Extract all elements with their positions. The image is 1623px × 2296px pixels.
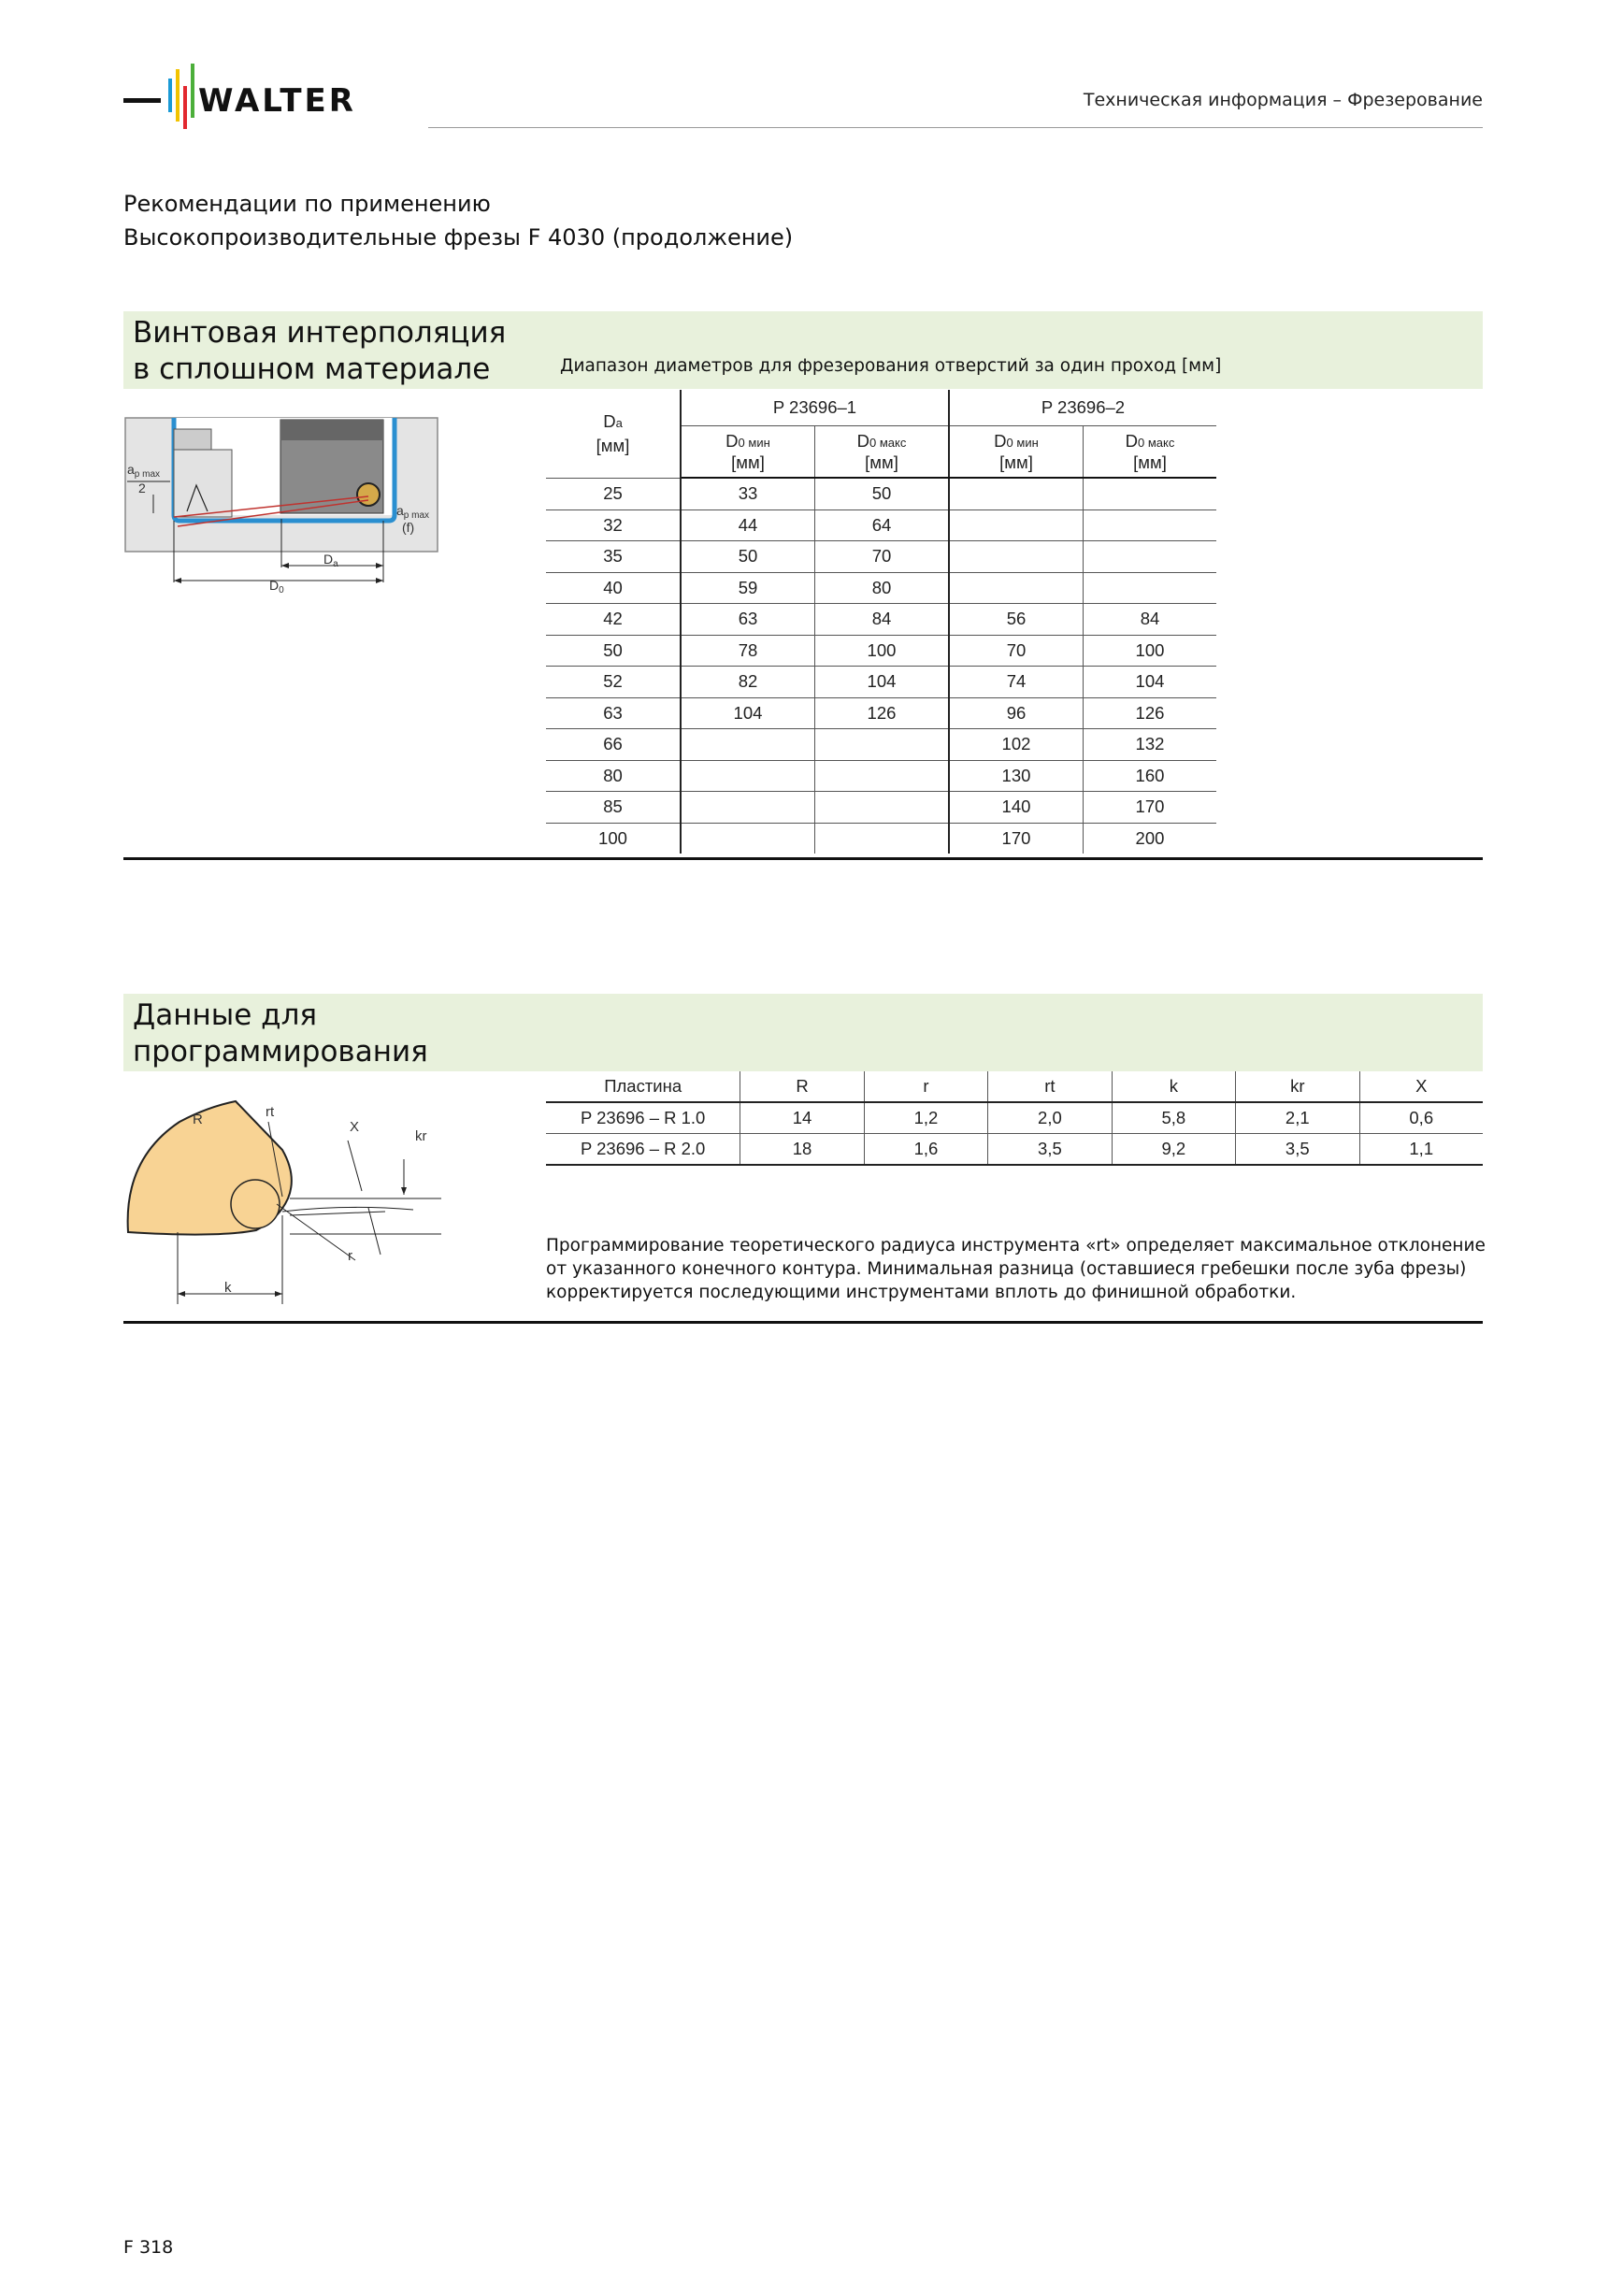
table-row: 35 50 70: [546, 541, 1216, 573]
svg-text:rt: rt: [266, 1104, 275, 1120]
intro-line2: [123, 221, 793, 254]
note-line1: Программирование теоретического радиуса инструмента «rt» определяет максимальное отклонение: [546, 1236, 1486, 1256]
group-p23696-2: P 23696–2: [949, 390, 1216, 426]
logo-text: WALTER: [198, 82, 356, 120]
insert-geometry-diagram: [123, 1094, 449, 1309]
col-da-header: Da [мм]: [546, 390, 681, 478]
section1-bottom-rule: [123, 857, 1483, 860]
svg-text:X: X: [350, 1119, 360, 1135]
table-row: 100 170 200: [546, 823, 1216, 854]
note-line3: корректируется последующими инструментами вплоть до финишной обработки.: [546, 1283, 1297, 1302]
table-row: P 23696 – R 1.0 14 1,2 2,0 5,8 2,1 0,6: [546, 1102, 1483, 1134]
table-row: 80 130 160: [546, 760, 1216, 792]
section2-bottom-rule: [123, 1321, 1483, 1324]
programming-note: [546, 1234, 1490, 1304]
table-row: 42 63 84 56 84: [546, 604, 1216, 636]
svg-text:ap max: $a_{p max}$: [127, 462, 161, 480]
table-row: 32 44 64: [546, 509, 1216, 541]
d0-max-header: D0 макс [мм]: [1083, 426, 1216, 479]
svg-text:2: 2: [138, 481, 146, 495]
d0-min-header: D0 мин [мм]: [949, 426, 1084, 479]
section2-band: [123, 994, 1483, 1071]
intro-heading: [123, 187, 793, 254]
table-row: 66 102 132: [546, 729, 1216, 761]
section1-title-line1: Винтовая интерполяция: [133, 316, 507, 350]
svg-text:r: r: [348, 1248, 352, 1264]
intro-line1: Рекомендации по применению: [123, 191, 491, 217]
table-row: 85 140 170: [546, 792, 1216, 824]
table-row: 63 104 126 96 126: [546, 697, 1216, 729]
table-row: 40 59 80: [546, 572, 1216, 604]
section2-title: [133, 997, 428, 1070]
svg-text:k: k: [224, 1280, 232, 1296]
svg-text:D0: $D_0$: [269, 578, 284, 596]
svg-text:(f): (f): [402, 520, 415, 535]
d0-max-header: D0 макс [мм]: [814, 426, 949, 479]
note-line2: от указанного конечного контура. Минимальная разница (оставшиеся гребешки после зуба фрезы): [546, 1259, 1467, 1279]
svg-text:Da: $D_a$: [323, 552, 338, 569]
section2-title-line2: программирования: [133, 1035, 428, 1069]
section2-title-line1: Данные для: [133, 998, 318, 1032]
svg-text:ap max: $a_{p max}$: [396, 503, 430, 521]
group-p23696-1: P 23696–1: [681, 390, 949, 426]
table-row: 52 82 104 74 104: [546, 667, 1216, 698]
intro-line2-main: Высокопроизводительные фрезы F 4030: [123, 224, 606, 251]
table-row: 50 78 100 70 100: [546, 635, 1216, 667]
walter-logo: [123, 60, 404, 135]
section1-caption: Диапазон диаметров для фрезерования отверстий за один проход [мм]: [560, 356, 1222, 376]
d0-min-header: D0 мин [мм]: [681, 426, 815, 479]
helical-interpolation-diagram: [123, 416, 441, 603]
programming-data-table: [546, 1071, 1483, 1166]
header-rule: [428, 127, 1483, 128]
svg-text:kr: kr: [415, 1128, 427, 1144]
page-number: F 318: [123, 2237, 174, 2258]
table-row: 25 33 50: [546, 478, 1216, 509]
intro-line2-suffix: (продолжение): [611, 224, 794, 251]
section1-title: [133, 315, 506, 388]
header-section-title: Техническая информация – Фрезерование: [1083, 90, 1483, 110]
svg-text:R: R: [193, 1112, 203, 1127]
section1-title-line2: в сплошном материале: [133, 352, 491, 386]
diameter-range-table: [546, 390, 1216, 854]
section1-band: [123, 311, 1483, 389]
table-header-row: Пластина R r rt k kr X: [546, 1071, 1483, 1102]
table-row: P 23696 – R 2.0 18 1,6 3,5 9,2 3,5 1,1: [546, 1134, 1483, 1166]
